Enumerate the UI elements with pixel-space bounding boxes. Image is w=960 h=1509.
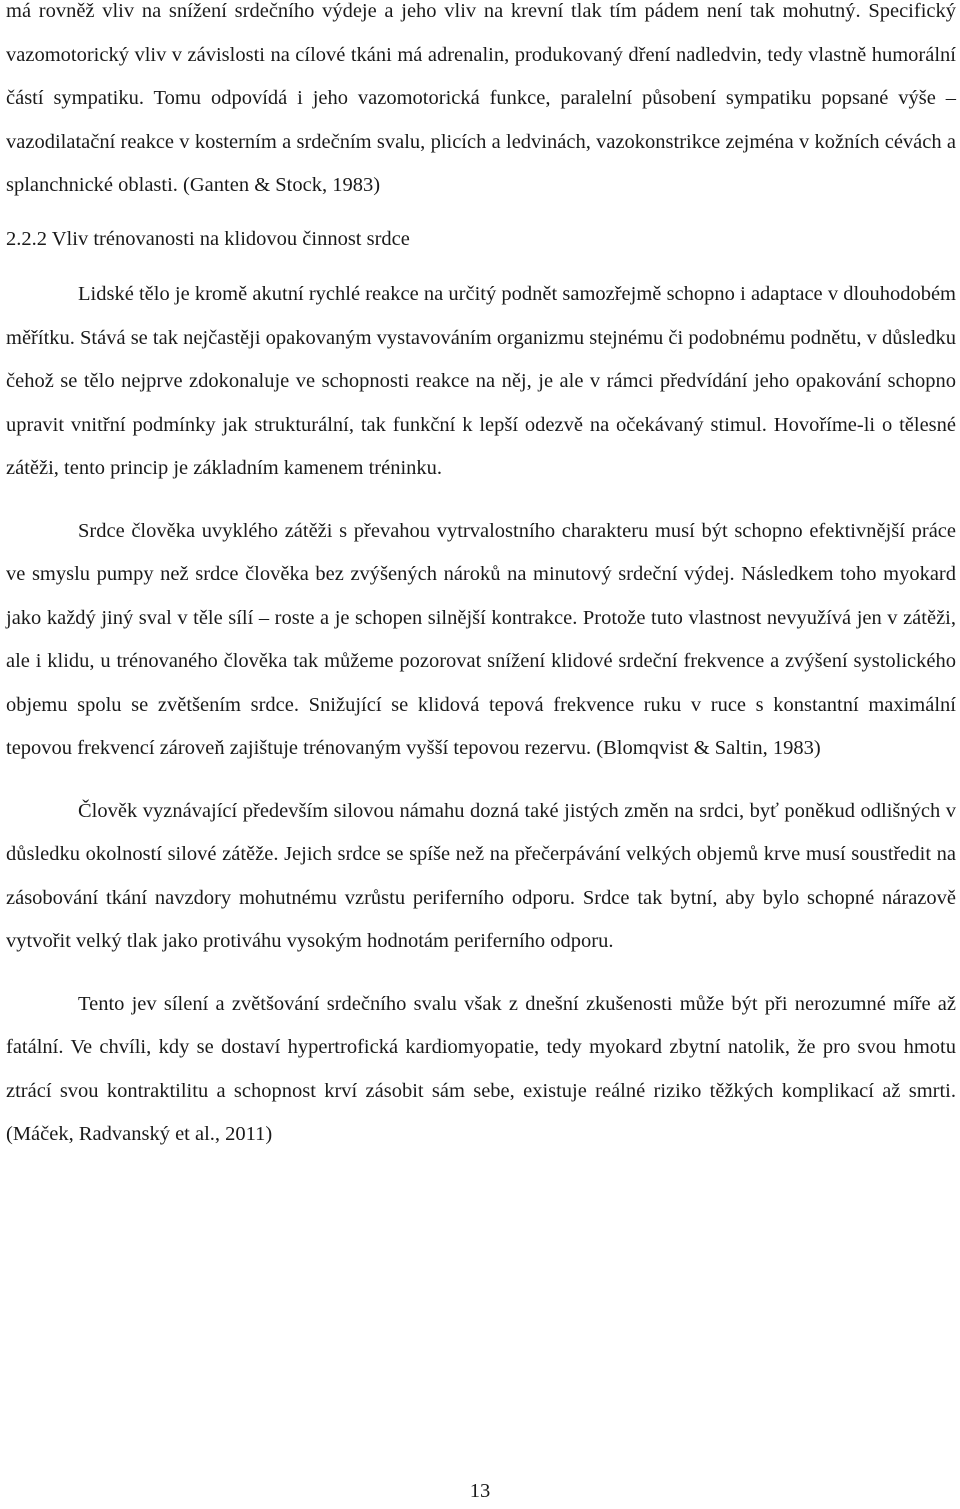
body-paragraph: Srdce člověka uvyklého zátěži s převahou vytrvalostního charakteru musí být schopno efektivnější práce ve smyslu pumpy než srdce člověka bez zvýšených nároků na minutový srdeční výdej. Následkem toho myokard jako každý jiný sval v těle sílí – roste a je schopen silnější kontrakce. Protože tuto vlastnost nevyužívá jen v zátěži, ale i klidu, u trénovaného člověka tak můžeme pozorovat snížení klidové srdeční frekvence a zvýšení systolického objemu spolu se zvětšením srdce. Snižující se klidová tepová frekvence ruku v ruce s konstantní maximální tepovou frekvencí zároveň zajištuje trénovaným vyšší tepovou rezervu. (Blomqvist & Saltin, 1983): [6, 519, 956, 759]
page-number: 13: [469, 1480, 491, 1502]
body-paragraph: Lidské tělo je kromě akutní rychlé reakce na určitý podnět samozřejmě schopno i adaptace v dlouhodobém měřítku. Stává se tak nejčastěji opakovaným vystavováním organizmu stejnému či podobnému podnětu, v důsledku čehož se tělo nejprve zdokonaluje ve schopnosti reakce na něj, je ale v rámci předvídání jeho opakování schopno upravit vnitřní podmínky jak strukturální, tak funkční k lepší odezvě na očekávaný stimul. Hovoříme-li o tělesné zátěži, tento princip je základním kamenem tréninku.: [6, 283, 956, 479]
body-paragraph: má rovněž vliv na snížení srdečního výdeje a jeho vliv na krevní tlak tím pádem není tak mohutný. Specifický vazomotorický vliv v závislosti na cílové tkáni má adrenalin, produkovaný dření nadledvin, tedy vlastně humorální částí sympatiku. Tomu odpovídá i jeho vazomotorická funkce, paralelní působení sympatiku popsané výše – vazodilatační reakce v kosterním a srdečním svalu, plicích a ledvinách, vazokonstrikce zejména v kožních cévách a splanchnické oblasti. (Ganten & Stock, 1983): [6, 0, 956, 196]
document-page: [6, 0, 956, 1157]
section-heading: 2.2.2 Vliv trénovanosti na klidovou činnost srdce: [6, 227, 410, 250]
body-paragraph: Tento jev sílení a zvětšování srdečního svalu však z dnešní zkušenosti může být při nerozumné míře až fatální. Ve chvíli, kdy se dostaví hypertrofická kardiomyopatie, tedy myokard zbytní natolik, že pro svou hmotu ztrácí svou kontraktilitu a schopnost krví zásobit sám sebe, existuje reálné riziko těžkých komplikací až smrti. (Máček, Radvanský et al., 2011): [6, 992, 956, 1145]
body-paragraph: Člověk vyznávající především silovou námahu dozná také jistých změn na srdci, byť poněkud odlišných v důsledku okolností silové zátěže. Jejich srdce se spíše než na přečerpávání velkých objemů krve musí soustředit na zásobování tkání navzdory mohutnému vzrůstu periferního odporu. Srdce tak bytní, aby bylo schopné nárazově vytvořit velký tlak jako protiváhu vysokým hodnotám periferního odporu.: [6, 799, 956, 952]
